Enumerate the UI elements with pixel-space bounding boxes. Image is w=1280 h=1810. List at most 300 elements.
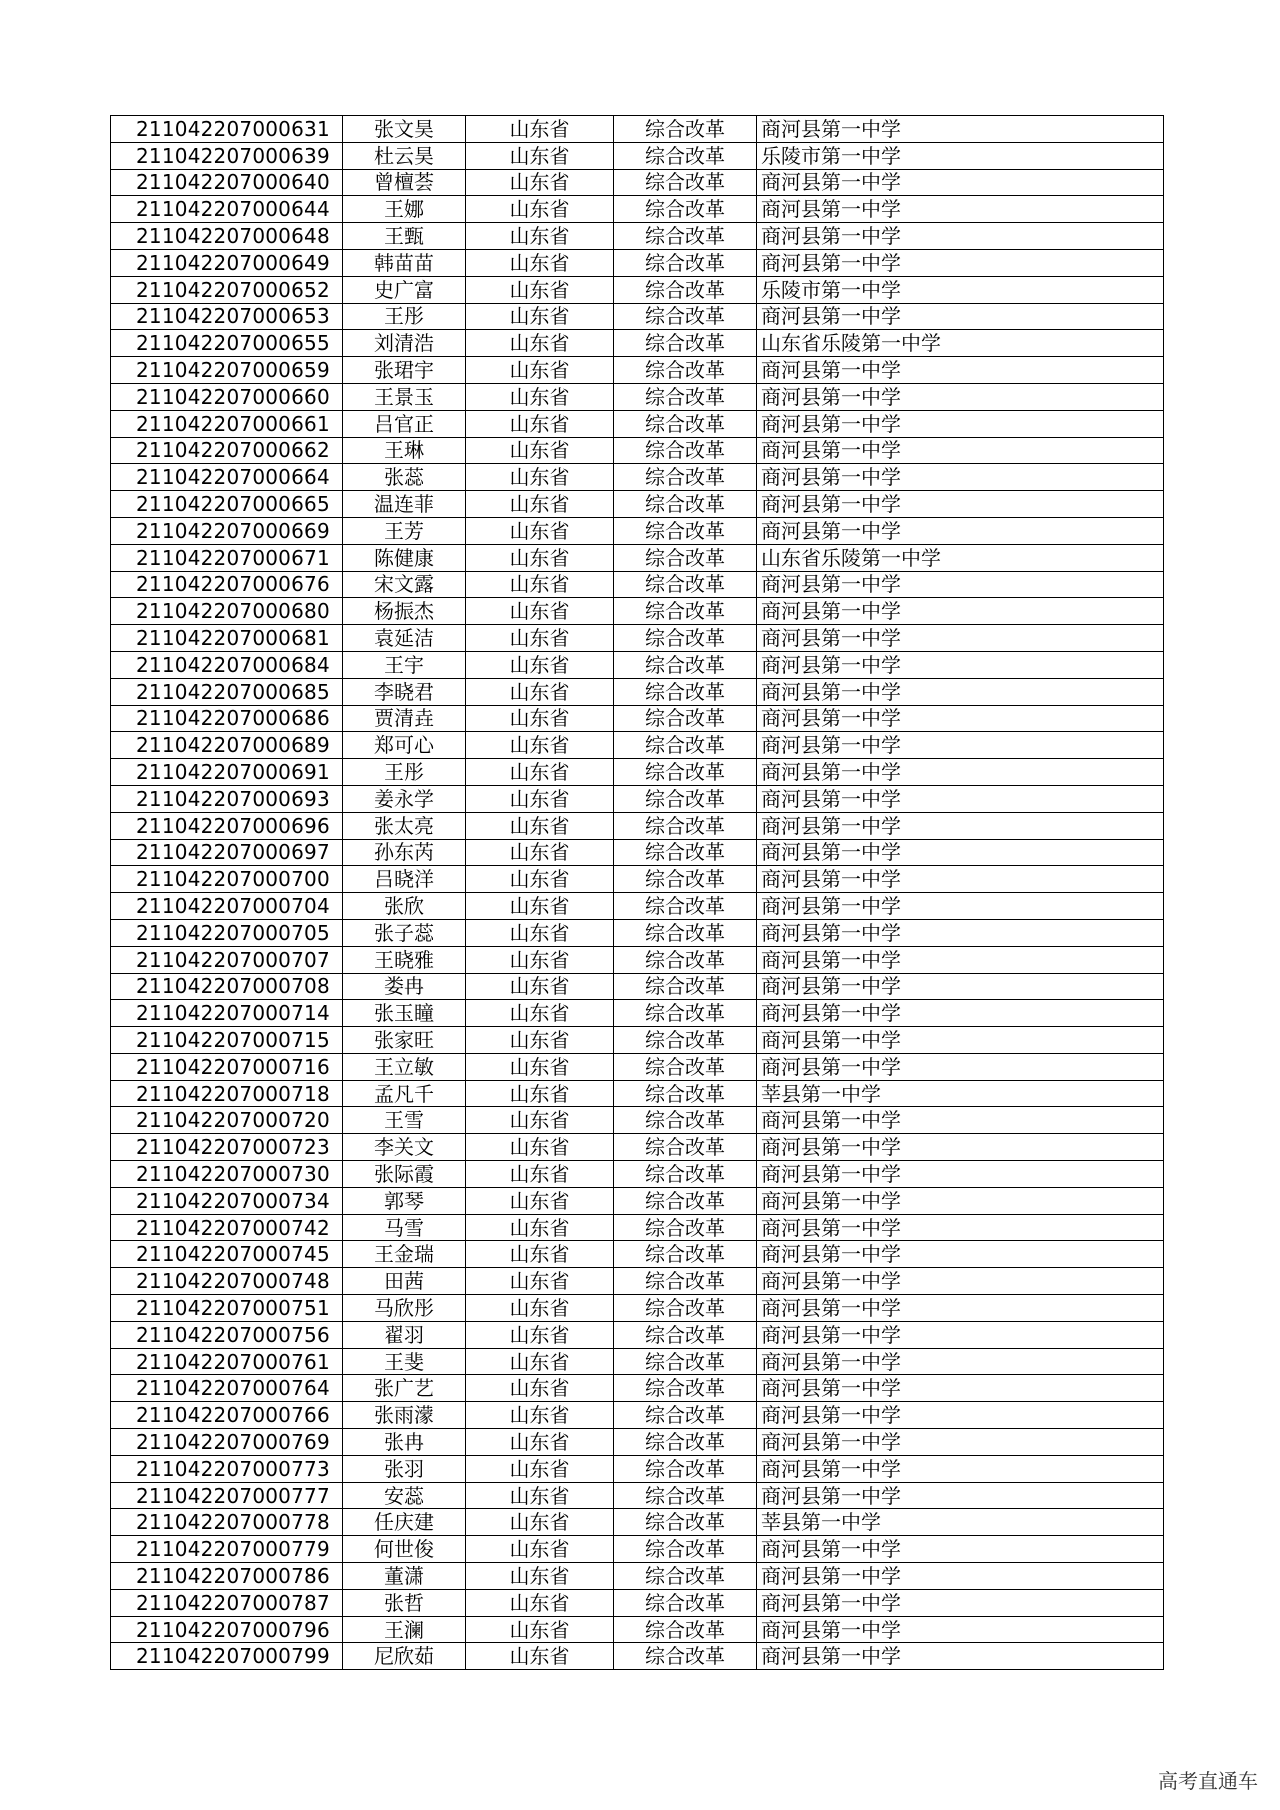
school-cell: 商河县第一中学 [757,1268,1164,1295]
school-cell: 商河县第一中学 [757,357,1164,384]
student-name-cell: 史广富 [343,276,466,303]
province-cell: 山东省 [466,1589,614,1616]
school-cell: 商河县第一中学 [757,1161,1164,1188]
exam-id-cell: 211042207000707 [111,946,343,973]
table-row [111,651,1164,678]
table-row [111,142,1164,169]
category-cell: 综合改革 [614,116,757,143]
exam-id-cell: 211042207000748 [111,1268,343,1295]
province-cell: 山东省 [466,249,614,276]
student-name-cell: 王彤 [343,759,466,786]
table-row [111,1536,1164,1563]
school-cell: 商河县第一中学 [757,973,1164,1000]
province-cell: 山东省 [466,1134,614,1161]
exam-id-cell: 211042207000730 [111,1161,343,1188]
table-row [111,893,1164,920]
category-cell: 综合改革 [614,973,757,1000]
category-cell: 综合改革 [614,759,757,786]
table-row [111,249,1164,276]
school-cell: 商河县第一中学 [757,1053,1164,1080]
exam-id-cell: 211042207000661 [111,410,343,437]
exam-id-cell: 211042207000708 [111,973,343,1000]
student-name-cell: 郭琴 [343,1187,466,1214]
table-row [111,571,1164,598]
category-cell: 综合改革 [614,1027,757,1054]
exam-id-cell: 211042207000705 [111,919,343,946]
category-cell: 综合改革 [614,491,757,518]
student-name-cell: 韩苗苗 [343,249,466,276]
student-name-cell: 陈健康 [343,544,466,571]
student-name-cell: 董潇 [343,1563,466,1590]
category-cell: 综合改革 [614,625,757,652]
student-name-cell: 王景玉 [343,383,466,410]
category-cell: 综合改革 [614,1161,757,1188]
exam-id-cell: 211042207000764 [111,1375,343,1402]
exam-id-cell: 211042207000653 [111,303,343,330]
table-row [111,1375,1164,1402]
province-cell: 山东省 [466,1536,614,1563]
province-cell: 山东省 [466,1616,614,1643]
category-cell: 综合改革 [614,1375,757,1402]
table-row [111,1295,1164,1322]
student-name-cell: 王立敏 [343,1053,466,1080]
exam-id-cell: 211042207000665 [111,491,343,518]
school-cell: 商河县第一中学 [757,1589,1164,1616]
school-cell: 商河县第一中学 [757,571,1164,598]
exam-id-cell: 211042207000769 [111,1429,343,1456]
school-cell: 商河县第一中学 [757,625,1164,652]
student-name-cell: 王琳 [343,437,466,464]
category-cell: 综合改革 [614,1107,757,1134]
province-cell: 山东省 [466,1268,614,1295]
student-name-cell: 吕官正 [343,410,466,437]
province-cell: 山东省 [466,678,614,705]
school-cell: 商河县第一中学 [757,785,1164,812]
exam-id-cell: 211042207000639 [111,142,343,169]
school-cell: 商河县第一中学 [757,732,1164,759]
table-row [111,1134,1164,1161]
exam-id-cell: 211042207000640 [111,169,343,196]
student-name-cell: 张广艺 [343,1375,466,1402]
table-row [111,1321,1164,1348]
student-name-cell: 杨振杰 [343,598,466,625]
category-cell: 综合改革 [614,142,757,169]
school-cell: 商河县第一中学 [757,1455,1164,1482]
exam-id-cell: 211042207000681 [111,625,343,652]
province-cell: 山东省 [466,625,614,652]
category-cell: 综合改革 [614,276,757,303]
table-row [111,303,1164,330]
table-row [111,1402,1164,1429]
school-cell: 商河县第一中学 [757,410,1164,437]
province-cell: 山东省 [466,303,614,330]
table-row [111,223,1164,250]
category-cell: 综合改革 [614,330,757,357]
exam-id-cell: 211042207000691 [111,759,343,786]
province-cell: 山东省 [466,1321,614,1348]
student-name-cell: 王彤 [343,303,466,330]
exam-id-cell: 211042207000796 [111,1616,343,1643]
category-cell: 综合改革 [614,571,757,598]
province-cell: 山东省 [466,598,614,625]
province-cell: 山东省 [466,839,614,866]
province-cell: 山东省 [466,517,614,544]
table-row [111,1616,1164,1643]
exam-id-cell: 211042207000773 [111,1455,343,1482]
student-name-cell: 曾檀荟 [343,169,466,196]
province-cell: 山东省 [466,1295,614,1322]
table-row [111,1455,1164,1482]
student-name-cell: 孙东芮 [343,839,466,866]
student-name-cell: 刘清浩 [343,330,466,357]
table-row [111,839,1164,866]
table-row [111,464,1164,491]
exam-id-cell: 211042207000778 [111,1509,343,1536]
table-row [111,732,1164,759]
province-cell: 山东省 [466,357,614,384]
student-name-cell: 张欣 [343,893,466,920]
school-cell: 商河县第一中学 [757,223,1164,250]
category-cell: 综合改革 [614,732,757,759]
province-cell: 山东省 [466,785,614,812]
school-cell: 商河县第一中学 [757,196,1164,223]
exam-id-cell: 211042207000799 [111,1643,343,1670]
student-name-cell: 张珺宇 [343,357,466,384]
category-cell: 综合改革 [614,410,757,437]
table-row [111,491,1164,518]
exam-id-cell: 211042207000734 [111,1187,343,1214]
exam-id-cell: 211042207000745 [111,1241,343,1268]
category-cell: 综合改革 [614,1214,757,1241]
student-name-cell: 李关文 [343,1134,466,1161]
student-name-cell: 王宇 [343,651,466,678]
category-cell: 综合改革 [614,303,757,330]
province-cell: 山东省 [466,1053,614,1080]
exam-id-cell: 211042207000662 [111,437,343,464]
province-cell: 山东省 [466,1429,614,1456]
table-row [111,196,1164,223]
exam-id-cell: 211042207000704 [111,893,343,920]
exam-id-cell: 211042207000652 [111,276,343,303]
student-name-cell: 姜永学 [343,785,466,812]
province-cell: 山东省 [466,169,614,196]
table-row [111,625,1164,652]
category-cell: 综合改革 [614,598,757,625]
student-name-cell: 袁延洁 [343,625,466,652]
student-name-cell: 马雪 [343,1214,466,1241]
exam-id-cell: 211042207000786 [111,1563,343,1590]
student-name-cell: 李晓君 [343,678,466,705]
table-row [111,1000,1164,1027]
school-cell: 乐陵市第一中学 [757,142,1164,169]
student-name-cell: 郑可心 [343,732,466,759]
exam-id-cell: 211042207000714 [111,1000,343,1027]
category-cell: 综合改革 [614,1402,757,1429]
category-cell: 综合改革 [614,678,757,705]
category-cell: 综合改革 [614,893,757,920]
table-row [111,1482,1164,1509]
student-name-cell: 娄冉 [343,973,466,1000]
student-name-cell: 王金瑞 [343,1241,466,1268]
exam-id-cell: 211042207000649 [111,249,343,276]
province-cell: 山东省 [466,464,614,491]
exam-id-cell: 211042207000751 [111,1295,343,1322]
student-name-cell: 张文昊 [343,116,466,143]
school-cell: 商河县第一中学 [757,919,1164,946]
table-row [111,1080,1164,1107]
school-cell: 商河县第一中学 [757,1321,1164,1348]
table-row [111,1589,1164,1616]
province-cell: 山东省 [466,491,614,518]
student-name-cell: 张羽 [343,1455,466,1482]
province-cell: 山东省 [466,1643,614,1670]
table-row [111,1241,1164,1268]
exam-id-cell: 211042207000660 [111,383,343,410]
exam-id-cell: 211042207000696 [111,812,343,839]
school-cell: 商河县第一中学 [757,678,1164,705]
province-cell: 山东省 [466,705,614,732]
province-cell: 山东省 [466,973,614,1000]
province-cell: 山东省 [466,1161,614,1188]
table-row [111,598,1164,625]
province-cell: 山东省 [466,759,614,786]
category-cell: 综合改革 [614,1053,757,1080]
student-name-cell: 张子蕊 [343,919,466,946]
student-name-cell: 杜云昊 [343,142,466,169]
province-cell: 山东省 [466,1455,614,1482]
table-row [111,1429,1164,1456]
category-cell: 综合改革 [614,464,757,491]
student-name-cell: 张际霞 [343,1161,466,1188]
student-name-cell: 张冉 [343,1429,466,1456]
province-cell: 山东省 [466,1241,614,1268]
school-cell: 商河县第一中学 [757,517,1164,544]
category-cell: 综合改革 [614,1348,757,1375]
school-cell: 商河县第一中学 [757,1429,1164,1456]
table-row [111,946,1164,973]
table-row [111,1053,1164,1080]
school-cell: 商河县第一中学 [757,893,1164,920]
school-cell: 商河县第一中学 [757,812,1164,839]
student-name-cell: 王澜 [343,1616,466,1643]
exam-id-cell: 211042207000779 [111,1536,343,1563]
province-cell: 山东省 [466,1187,614,1214]
category-cell: 综合改革 [614,785,757,812]
exam-id-cell: 211042207000742 [111,1214,343,1241]
category-cell: 综合改革 [614,1268,757,1295]
student-name-cell: 张玉瞳 [343,1000,466,1027]
school-cell: 商河县第一中学 [757,1187,1164,1214]
exam-id-cell: 211042207000676 [111,571,343,598]
exam-id-cell: 211042207000680 [111,598,343,625]
student-name-cell: 王晓雅 [343,946,466,973]
exam-id-cell: 211042207000723 [111,1134,343,1161]
school-cell: 商河县第一中学 [757,1000,1164,1027]
table-row [111,410,1164,437]
student-name-cell: 何世俊 [343,1536,466,1563]
table-row [111,383,1164,410]
province-cell: 山东省 [466,1402,614,1429]
student-name-cell: 翟羽 [343,1321,466,1348]
table-row [111,276,1164,303]
school-cell: 商河县第一中学 [757,303,1164,330]
table-row [111,785,1164,812]
province-cell: 山东省 [466,330,614,357]
exam-id-cell: 211042207000689 [111,732,343,759]
student-name-cell: 吕晓洋 [343,866,466,893]
category-cell: 综合改革 [614,705,757,732]
table-row [111,517,1164,544]
exam-id-cell: 211042207000669 [111,517,343,544]
student-name-cell: 王斐 [343,1348,466,1375]
category-cell: 综合改革 [614,812,757,839]
category-cell: 综合改革 [614,169,757,196]
school-cell: 商河县第一中学 [757,116,1164,143]
school-cell: 莘县第一中学 [757,1509,1164,1536]
province-cell: 山东省 [466,142,614,169]
province-cell: 山东省 [466,1107,614,1134]
table-row [111,330,1164,357]
table-row [111,1268,1164,1295]
school-cell: 莘县第一中学 [757,1080,1164,1107]
school-cell: 山东省乐陵第一中学 [757,544,1164,571]
exam-id-cell: 211042207000700 [111,866,343,893]
school-cell: 商河县第一中学 [757,598,1164,625]
student-name-cell: 孟凡千 [343,1080,466,1107]
table-row [111,1027,1164,1054]
category-cell: 综合改革 [614,1482,757,1509]
category-cell: 综合改革 [614,1536,757,1563]
exam-id-cell: 211042207000787 [111,1589,343,1616]
school-cell: 商河县第一中学 [757,1027,1164,1054]
table-row [111,678,1164,705]
table-row [111,1348,1164,1375]
student-name-cell: 王甄 [343,223,466,250]
province-cell: 山东省 [466,544,614,571]
watermark-text: 高考直通车 [1158,1769,1258,1793]
province-cell: 山东省 [466,1375,614,1402]
school-cell: 商河县第一中学 [757,1241,1164,1268]
province-cell: 山东省 [466,1027,614,1054]
student-name-cell: 温连菲 [343,491,466,518]
category-cell: 综合改革 [614,437,757,464]
province-cell: 山东省 [466,223,614,250]
province-cell: 山东省 [466,410,614,437]
province-cell: 山东省 [466,651,614,678]
exam-id-cell: 211042207000766 [111,1402,343,1429]
province-cell: 山东省 [466,866,614,893]
roster-table-body [111,116,1164,1670]
school-cell: 商河县第一中学 [757,1482,1164,1509]
student-name-cell: 王娜 [343,196,466,223]
exam-id-cell: 211042207000686 [111,705,343,732]
table-row [111,437,1164,464]
category-cell: 综合改革 [614,517,757,544]
exam-id-cell: 211042207000671 [111,544,343,571]
province-cell: 山东省 [466,812,614,839]
province-cell: 山东省 [466,116,614,143]
province-cell: 山东省 [466,196,614,223]
school-cell: 山东省乐陵第一中学 [757,330,1164,357]
school-cell: 商河县第一中学 [757,839,1164,866]
category-cell: 综合改革 [614,1187,757,1214]
exam-id-cell: 211042207000777 [111,1482,343,1509]
province-cell: 山东省 [466,1509,614,1536]
student-name-cell: 张哲 [343,1589,466,1616]
province-cell: 山东省 [466,1214,614,1241]
school-cell: 商河县第一中学 [757,1402,1164,1429]
school-cell: 商河县第一中学 [757,946,1164,973]
school-cell: 商河县第一中学 [757,169,1164,196]
province-cell: 山东省 [466,919,614,946]
table-row [111,705,1164,732]
province-cell: 山东省 [466,571,614,598]
student-name-cell: 安蕊 [343,1482,466,1509]
school-cell: 商河县第一中学 [757,759,1164,786]
school-cell: 商河县第一中学 [757,1348,1164,1375]
category-cell: 综合改革 [614,1589,757,1616]
table-row [111,357,1164,384]
student-name-cell: 马欣彤 [343,1295,466,1322]
category-cell: 综合改革 [614,1563,757,1590]
school-cell: 商河县第一中学 [757,491,1164,518]
table-row [111,544,1164,571]
exam-id-cell: 211042207000684 [111,651,343,678]
exam-id-cell: 211042207000693 [111,785,343,812]
category-cell: 综合改革 [614,196,757,223]
exam-id-cell: 211042207000697 [111,839,343,866]
school-cell: 商河县第一中学 [757,383,1164,410]
category-cell: 综合改革 [614,249,757,276]
table-row [111,116,1164,143]
school-cell: 商河县第一中学 [757,705,1164,732]
province-cell: 山东省 [466,946,614,973]
table-row [111,812,1164,839]
province-cell: 山东省 [466,732,614,759]
student-name-cell: 王芳 [343,517,466,544]
table-row [111,1187,1164,1214]
category-cell: 综合改革 [614,1321,757,1348]
table-row [111,1214,1164,1241]
exam-id-cell: 211042207000655 [111,330,343,357]
student-name-cell: 田茜 [343,1268,466,1295]
table-row [111,1161,1164,1188]
student-name-cell: 王雪 [343,1107,466,1134]
student-name-cell: 张蕊 [343,464,466,491]
table-row [111,1509,1164,1536]
student-name-cell: 张雨濛 [343,1402,466,1429]
category-cell: 综合改革 [614,651,757,678]
table-row [111,169,1164,196]
school-cell: 商河县第一中学 [757,866,1164,893]
school-cell: 商河县第一中学 [757,464,1164,491]
school-cell: 商河县第一中学 [757,1375,1164,1402]
exam-id-cell: 211042207000648 [111,223,343,250]
school-cell: 商河县第一中学 [757,1214,1164,1241]
category-cell: 综合改革 [614,1455,757,1482]
table-row [111,1643,1164,1670]
province-cell: 山东省 [466,276,614,303]
category-cell: 综合改革 [614,1295,757,1322]
category-cell: 综合改革 [614,1616,757,1643]
table-row [111,866,1164,893]
province-cell: 山东省 [466,1348,614,1375]
category-cell: 综合改革 [614,1241,757,1268]
student-name-cell: 任庆建 [343,1509,466,1536]
table-row [111,759,1164,786]
school-cell: 乐陵市第一中学 [757,276,1164,303]
table-row [111,919,1164,946]
